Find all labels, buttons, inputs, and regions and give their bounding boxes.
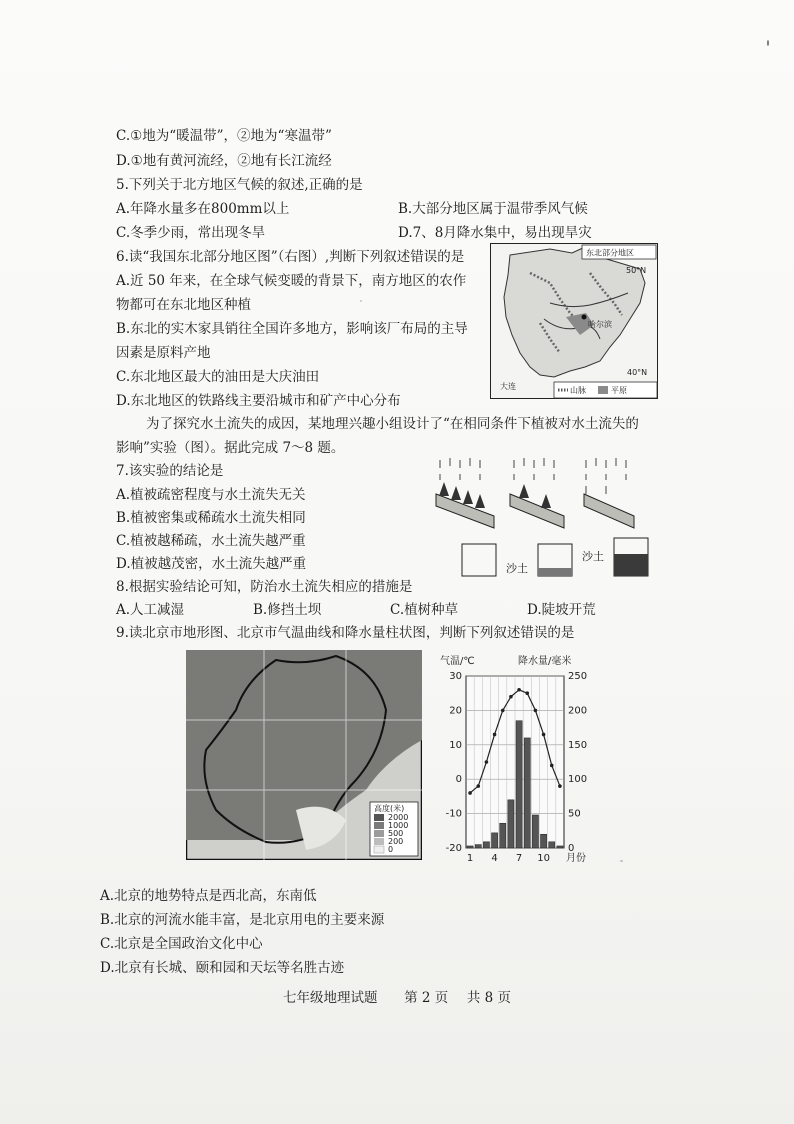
q9-option-c: C.北京是全国政治文化中心 [100,936,263,952]
lat-40-label: 40°N [627,368,648,377]
scan-speck [767,40,769,46]
city-label: 哈尔滨 [588,320,612,329]
legend-swatch-200 [374,838,384,845]
temperature-point [558,784,562,788]
legend-swatch-1000 [374,822,384,829]
q8-option-c: C.植树种草 [390,602,459,618]
temperature-point [468,791,472,795]
q7-8-intro-line2: 影响”实验（图）。据此完成 7～8 题。 [116,440,345,456]
q6-option-a-line1: A.近 50 年来，在全球气候变暖的背景下，南方地区的农作 [116,273,467,289]
q9-option-b: B.北京的河流水能丰富，是北京用电的主要来源 [100,912,385,928]
q9-option-a: A.北京的地势特点是西北高，东南低 [100,888,317,904]
place-bottom-label: 大连 [500,382,516,391]
temperature-tick-label: 0 [455,774,462,786]
q7-option-d: D.植被越茂密，水土流失越严重 [116,556,307,572]
q5-option-a: A.年降水量多在800mm以上 [116,201,290,217]
precipitation-bar [541,834,547,848]
map-title: 东北部分地区 [586,248,634,258]
month-tick-label: 7 [515,853,523,864]
legend-swatch-500 [374,830,384,837]
legend-mountain-label: 山脉 [570,386,586,395]
q7-option-a: A.植被疏密程度与水土流失无关 [116,487,306,503]
precipitation-bar [532,815,538,848]
precipitation-bar [557,846,563,848]
beakers [462,538,648,576]
legend-plain-label: 平原 [611,386,627,395]
erosion-experiment-figure [434,456,656,582]
slope-sparse-vegetation [510,494,564,528]
sand-label-2: 沙土 [582,550,604,563]
harbin-city-marker [582,315,587,320]
q5-option-b: B.大部分地区属于温带季风气候 [398,201,588,217]
q7-stem: 7.该实验的结论是 [116,463,224,479]
slope-bare [584,494,634,528]
footer-title: 七年级地理试题 [282,990,378,1006]
precipitation-bar [549,842,555,848]
q9-stem: 9.读北京市地形图、北京市气温曲线和降水量柱状图，判断下列叙述错误的是 [116,625,575,641]
q6-option-d: D.东北地区的铁路线主要沿城市和矿产中心分布 [116,393,401,409]
q5-option-c: C.冬季少雨，常出现冬旱 [116,225,266,241]
precipitation-tick-label: 250 [568,671,588,682]
q6-option-b-line2: 因素是原料产地 [116,345,211,361]
chart-plot-area [446,671,587,864]
month-tick-label: 4 [491,853,498,864]
scan-speck [620,860,623,862]
legend-value-500: 500 [388,829,404,838]
temperature-point [476,784,480,788]
q6-option-a-line2: 物都可在东北地区种植 [116,297,251,313]
temperature-point [550,764,554,768]
precipitation-tick-label: 150 [568,739,588,751]
temperature-tick-label: 30 [449,671,462,682]
legend-value-2000: 2000 [388,813,409,822]
q5-option-d: D.7、8月降水集中，易出现旱灾 [398,225,592,241]
temperature-point [485,760,489,764]
q7-option-c: C.植被越稀疏，水土流失越严重 [116,533,306,549]
precipitation-tick-label: 0 [568,843,575,854]
q8-option-a: A.人工减湿 [116,602,185,618]
temperature-point [493,733,497,737]
precipitation-tick-label: 100 [568,774,588,786]
legend-swatch-2000 [374,814,384,821]
q4-option-c: C.①地为“暖温带”，②地为“寒温带” [116,128,332,144]
northeast-map [490,243,658,399]
lat-50-label: 50°N [626,266,647,275]
q8-option-d: D.陡坡开荒 [527,602,596,618]
q6-option-b-line1: B.东北的实木家具销往全国许多地方，影响该厂布局的主导 [116,321,468,337]
q5-stem: 5.下列关于北方地区气候的叙述,正确的是 [116,177,363,193]
precipitation-axis-title: 降水量/毫米 [518,656,572,667]
sand-label-1: 沙土 [506,562,528,575]
month-tick-label: 10 [537,853,550,864]
temperature-tick-label: 20 [449,705,462,717]
footer-page: 第 2 页 [404,990,449,1006]
footer-total: 共 8 页 [466,990,512,1006]
beijing-climate-chart [436,652,598,864]
precipitation-tick-label: 200 [568,705,588,717]
q7-option-b: B.植被密集或稀疏水土流失相同 [116,510,306,526]
beijing-topo-map [186,650,422,860]
temperature-tick-label: 10 [449,739,462,751]
scan-speck [360,300,362,302]
month-axis-unit: 月份 [566,853,586,864]
temperature-point [534,709,538,713]
temperature-point [517,688,521,692]
temperature-point [501,709,505,713]
precipitation-bar [508,800,514,848]
q8-stem: 8.根据实验结论可知，防治水土流失相应的措施是 [116,579,413,595]
legend-value-1000: 1000 [388,821,409,830]
precipitation-bar [516,721,522,848]
q6-stem: 6.读“我国东北部分地区图”（右图）,判断下列叙述错误的是 [116,249,465,265]
precipitation-bar [524,738,530,848]
precipitation-bar [467,846,473,848]
precipitation-bar [475,845,481,848]
temperature-tick-label: -10 [445,808,462,820]
precipitation-bar [492,833,498,848]
q8-option-b: B.修挡土坝 [253,602,322,618]
q6-option-c: C.东北地区最大的油田是大庆油田 [116,369,320,385]
temperature-tick-label: -20 [445,843,462,854]
temperature-point [542,733,546,737]
legend-value-200: 200 [388,837,404,846]
temperature-axis-title: 气温/℃ [440,656,475,667]
legend-plain-symbol [598,386,608,394]
rain-lines [440,458,626,494]
q9-option-d: D.北京有长城、颐和园和天坛等名胜古迹 [100,960,345,976]
precipitation-bar [483,842,489,848]
q4-option-d: D.①地有黄河流经，②地有长江流经 [116,153,332,169]
legend-swatch-0 [374,846,384,853]
q7-8-intro-line1: 为了探究水土流失的成因，某地理兴趣小组设计了“在相同条件下植被对水土流失的 [146,416,639,432]
precipitation-tick-label: 50 [568,808,581,820]
altitude-legend-title: 高度(米) [374,804,405,813]
legend-value-0: 0 [388,845,394,854]
month-tick-label: 1 [466,853,474,864]
temperature-point [509,695,513,699]
page-footer [0,986,794,1006]
precipitation-bar [500,823,506,848]
temperature-point [525,691,529,695]
